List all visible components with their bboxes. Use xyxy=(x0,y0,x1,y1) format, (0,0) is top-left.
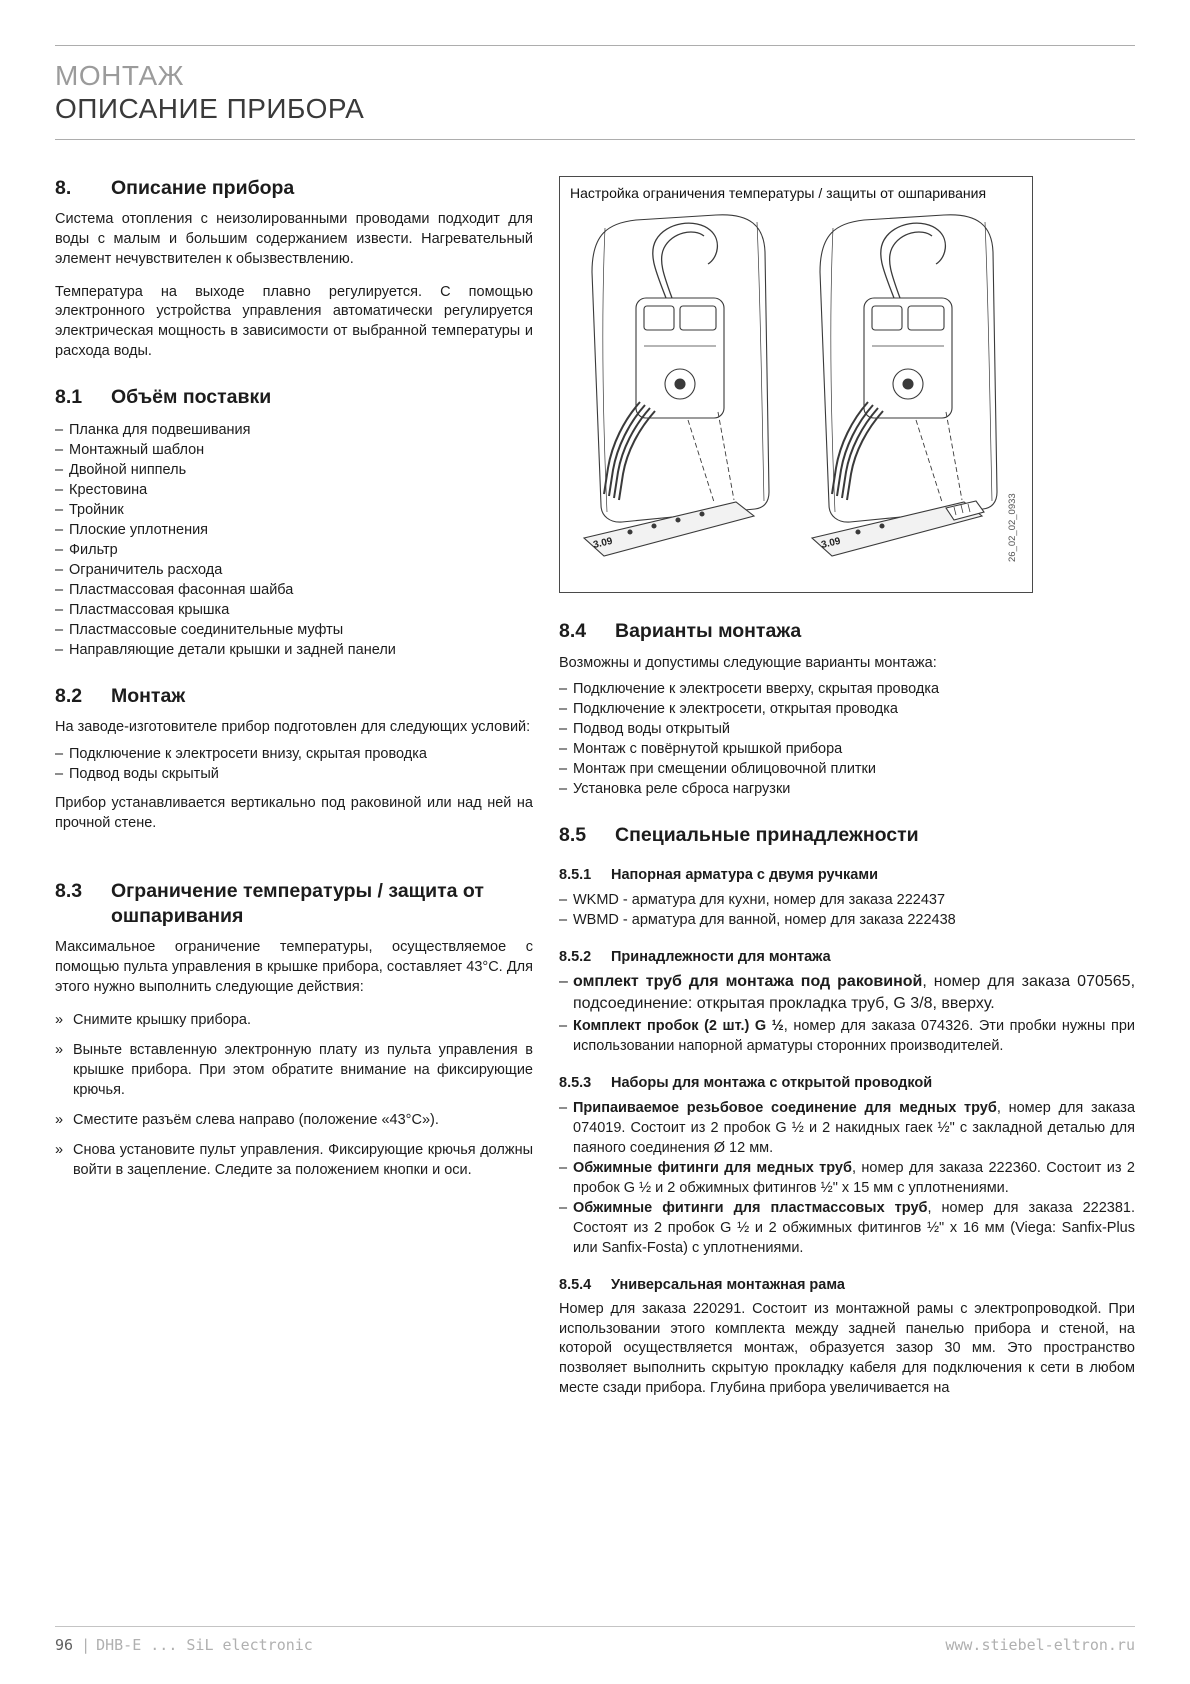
list-item: – Крестовина xyxy=(55,481,148,498)
step-item: » Снимите крышку прибора. xyxy=(55,1012,252,1029)
section-title: Принадлежности для монтажа xyxy=(611,948,831,965)
procedure-steps xyxy=(55,1010,533,1180)
doc-reference: DHB-E ... SiL electronic xyxy=(96,1636,313,1654)
section-8-2 xyxy=(55,684,533,834)
dash-marker: – xyxy=(55,561,64,578)
section-title: Ограничение температуры / защита от ошпаривания xyxy=(111,880,484,927)
paragraph: На заводе-изготовителе прибор подготовлен для следующих условий: xyxy=(55,719,531,736)
left-column xyxy=(55,176,533,1412)
figure-caption: Настройка ограничения температуры / защиты от ошпаривания xyxy=(570,185,987,202)
section-number: 8.4 xyxy=(559,620,587,643)
section-title: Монтаж xyxy=(111,684,186,707)
fittings-list xyxy=(559,890,1135,930)
dash-marker: – xyxy=(559,973,568,991)
figure-code-label: 26_02_02_0933 xyxy=(1007,493,1018,563)
list-item: – Монтажный шаблон xyxy=(55,441,205,458)
dash-marker: – xyxy=(55,765,64,782)
list-item: – WKMD - арматура для кухни, номер для заказа 222437 xyxy=(559,891,946,908)
section-number: 8.5 xyxy=(559,824,587,847)
page-number: 96 xyxy=(55,1636,74,1654)
section-8-5 xyxy=(559,823,1135,1398)
section-8-heading xyxy=(55,176,533,200)
dash-marker: – xyxy=(559,721,568,738)
list-item: – Обжимные фитинги для медных труб, номер для заказа 222360. Состоит из 2 пробок G ½ и 2 обжимных фитингов ½" x 15 мм с уплотнениями. xyxy=(559,1160,1135,1197)
mounting-accessories-list xyxy=(559,971,1135,1056)
step-marker: » xyxy=(55,1042,64,1059)
board-label-left: 3.09 xyxy=(592,536,614,552)
dash-marker: – xyxy=(55,461,64,478)
right-column xyxy=(559,176,1135,1412)
section-8-5-heading xyxy=(559,823,1135,847)
section-8-5-2-heading xyxy=(559,948,1135,967)
section-number: 8. xyxy=(55,177,72,200)
list-item: – Тройник xyxy=(55,501,124,518)
step-item: » Выньте вставленную электронную плату из пульта управления в крышке прибора. При этом обратите внимание на фиксирующие крючья. xyxy=(55,1042,533,1099)
section-number: 8.2 xyxy=(55,684,83,707)
dash-marker: – xyxy=(55,621,64,638)
dash-marker: – xyxy=(55,441,64,458)
list-item: – Направляющие детали крышки и задней панели xyxy=(55,641,396,658)
list-item: – Комплект пробок (2 шт.) G ½, номер для заказа 074326. Эти пробки нужны при использовании напорной арматуры сторонних производителей. xyxy=(559,1018,1135,1055)
section-8-4-heading xyxy=(559,619,1135,643)
mounting-variants-list xyxy=(559,679,1135,799)
section-8-5-3-heading xyxy=(559,1074,1135,1093)
section-title: Универсальная монтажная рама xyxy=(611,1277,845,1294)
board-label-right: 3.09 xyxy=(820,536,842,552)
two-column-layout xyxy=(55,176,1135,1412)
section-title: Объём поставки xyxy=(111,386,272,409)
header-kicker: МОНТАЖ xyxy=(55,60,185,91)
list-item: – Припаиваемое резьбовое соединение для медных труб, номер для заказа 074019. Состоит из 2 пробок G ½ и 2 накидных гаек ½" с закладной деталью для паяного соединения Ø 12 мм. xyxy=(559,1100,1136,1157)
paragraph: Номер для заказа 220291. Состоит из монтажной рамы с электропроводкой. При использовании этого комплекта между задней панелью прибора и стеной, на которой осуществляется монтаж, образуется зазор 30 мм. Это пространство позволяет выполнить скрытую прокладку кабеля для подключения к сети в любом месте сзади прибора. Глубина прибора увеличивается на xyxy=(559,1300,1135,1396)
dash-marker: – xyxy=(559,681,568,698)
section-title: Варианты монтажа xyxy=(615,620,802,643)
paragraph: Температура на выходе плавно регулируется. С помощью электронного устройства управления автоматически регулируется электрическая мощность в зависимости от выбранной температуры и расхода воды. xyxy=(55,283,533,359)
list-item: – Подключение к электросети вверху, скрытая проводка xyxy=(559,681,940,698)
list-item: – Двойной ниппель xyxy=(55,461,187,478)
section-title: Наборы для монтажа с открытой проводкой xyxy=(611,1075,933,1092)
dash-marker: – xyxy=(55,601,64,618)
section-number: 8.5.1 xyxy=(559,866,592,883)
dash-marker: – xyxy=(55,641,64,658)
section-number: 8.5.3 xyxy=(559,1075,592,1092)
section-title: Описание прибора xyxy=(111,177,295,200)
footer-doc-info xyxy=(55,1636,313,1654)
paragraph: Прибор устанавливается вертикально под раковиной или над ней на прочной стене. xyxy=(55,794,533,831)
list-item: – Планка для подвешивания xyxy=(55,421,251,438)
dash-marker: – xyxy=(55,481,64,498)
dash-marker: – xyxy=(559,1100,568,1117)
list-item: – омплект труб для монтажа под раковиной, номер для заказа 070565, подсоединение: открытая прокладка труб, G 3/8, вверху. xyxy=(559,971,1135,1014)
list-item: – WBMD - арматура для ванной, номер для заказа 222438 xyxy=(559,911,956,928)
section-number: 8.1 xyxy=(55,386,83,409)
list-item: – Подвод воды скрытый xyxy=(55,765,219,782)
section-8-4 xyxy=(559,619,1135,799)
section-8-5-4-heading xyxy=(559,1276,1135,1295)
dash-marker: – xyxy=(55,521,64,538)
list-item: – Пластмассовая крышка xyxy=(55,601,230,618)
dash-marker: – xyxy=(559,701,568,718)
footer-website: www.stiebel-eltron.ru xyxy=(945,1636,1135,1654)
dash-marker: – xyxy=(559,741,568,758)
dash-marker: – xyxy=(55,745,64,762)
section-8-5-1-heading xyxy=(559,866,1135,885)
dash-marker: – xyxy=(559,781,568,798)
dash-marker: – xyxy=(55,421,64,438)
section-8-2-heading xyxy=(55,684,533,708)
dash-marker: – xyxy=(559,1160,568,1177)
step-marker: » xyxy=(55,1142,64,1159)
dash-marker: – xyxy=(559,911,568,928)
list-item: – Плоские уплотнения xyxy=(55,521,209,538)
paragraph: Возможны и допустимы следующие варианты монтажа: xyxy=(559,654,937,671)
list-item: – Подвод воды открытый xyxy=(559,721,730,738)
section-8 xyxy=(55,176,533,361)
page-header xyxy=(55,59,1135,125)
section-title: Специальные принадлежности xyxy=(615,824,919,847)
dash-marker: – xyxy=(559,1200,568,1217)
footer-separator: | xyxy=(81,1636,91,1654)
dash-marker: – xyxy=(55,541,64,558)
figure-drawing xyxy=(568,206,1024,588)
dash-marker: – xyxy=(55,581,64,598)
section-title: Напорная арматура с двумя ручками xyxy=(611,866,878,883)
top-rule xyxy=(55,45,1135,46)
dash-marker: – xyxy=(559,891,568,908)
mounting-conditions-list xyxy=(55,744,533,784)
list-item: – Фильтр xyxy=(55,541,118,558)
section-8-1 xyxy=(55,385,533,659)
dash-marker: – xyxy=(55,501,64,518)
list-item: – Монтаж с повёрнутой крышкой прибора xyxy=(559,741,843,758)
section-number: 8.5.2 xyxy=(559,948,592,965)
dash-marker: – xyxy=(559,761,568,778)
list-item: – Подключение к электросети, открытая проводка xyxy=(559,701,898,718)
section-8-3 xyxy=(55,879,533,1180)
dash-marker: – xyxy=(559,1018,568,1035)
section-8-3-heading xyxy=(55,879,533,928)
list-item: – Установка реле сброса нагрузки xyxy=(559,781,791,798)
list-item: – Пластмассовая фасонная шайба xyxy=(55,581,294,598)
section-8-1-heading xyxy=(55,385,533,409)
page-footer xyxy=(55,1626,1135,1654)
step-marker: » xyxy=(55,1012,64,1029)
paragraph: Система отопления с неизолированными проводами подходит для воды с малым и большим содержанием извести. Нагревательный элемент нечувствителен к обызвествлению. xyxy=(55,211,533,267)
section-number: 8.5.4 xyxy=(559,1277,592,1294)
delivery-list xyxy=(55,420,533,660)
step-marker: » xyxy=(55,1112,64,1129)
list-item: – Пластмассовые соединительные муфты xyxy=(55,621,344,638)
paragraph: Максимальное ограничение температуры, осуществляемое с помощью пульта управления в крышке прибора, составляет 43°C. Для этого нужно выполнить следующие действия: xyxy=(55,939,533,995)
list-item: – Подключение к электросети внизу, скрытая проводка xyxy=(55,745,427,762)
header-rule xyxy=(55,139,1135,140)
step-item: » Снова установите пульт управления. Фиксирующие крючья должны войти в зацепление. Следите за положением кнопки и оси. xyxy=(55,1142,533,1179)
open-wiring-kits-list xyxy=(559,1098,1135,1258)
header-title: ОПИСАНИЕ ПРИБОРА xyxy=(55,93,365,125)
figure-temperature-limit xyxy=(559,176,1033,593)
section-number: 8.3 xyxy=(55,880,83,903)
step-item: » Сместите разъём слева направо (положение «43°C»). xyxy=(55,1112,439,1129)
list-item: – Обжимные фитинги для пластмассовых труб, номер для заказа 222381. Состоят из 2 пробок G ½ и 2 обжимных фитингов ½" x 16 мм (Viega: Sanfix-Plus или Sanfix-Fosta) с уплотнениями. xyxy=(559,1200,1135,1257)
list-item: – Ограничитель расхода xyxy=(55,561,223,578)
list-item: – Монтаж при смещении облицовочной плитки xyxy=(559,761,876,778)
